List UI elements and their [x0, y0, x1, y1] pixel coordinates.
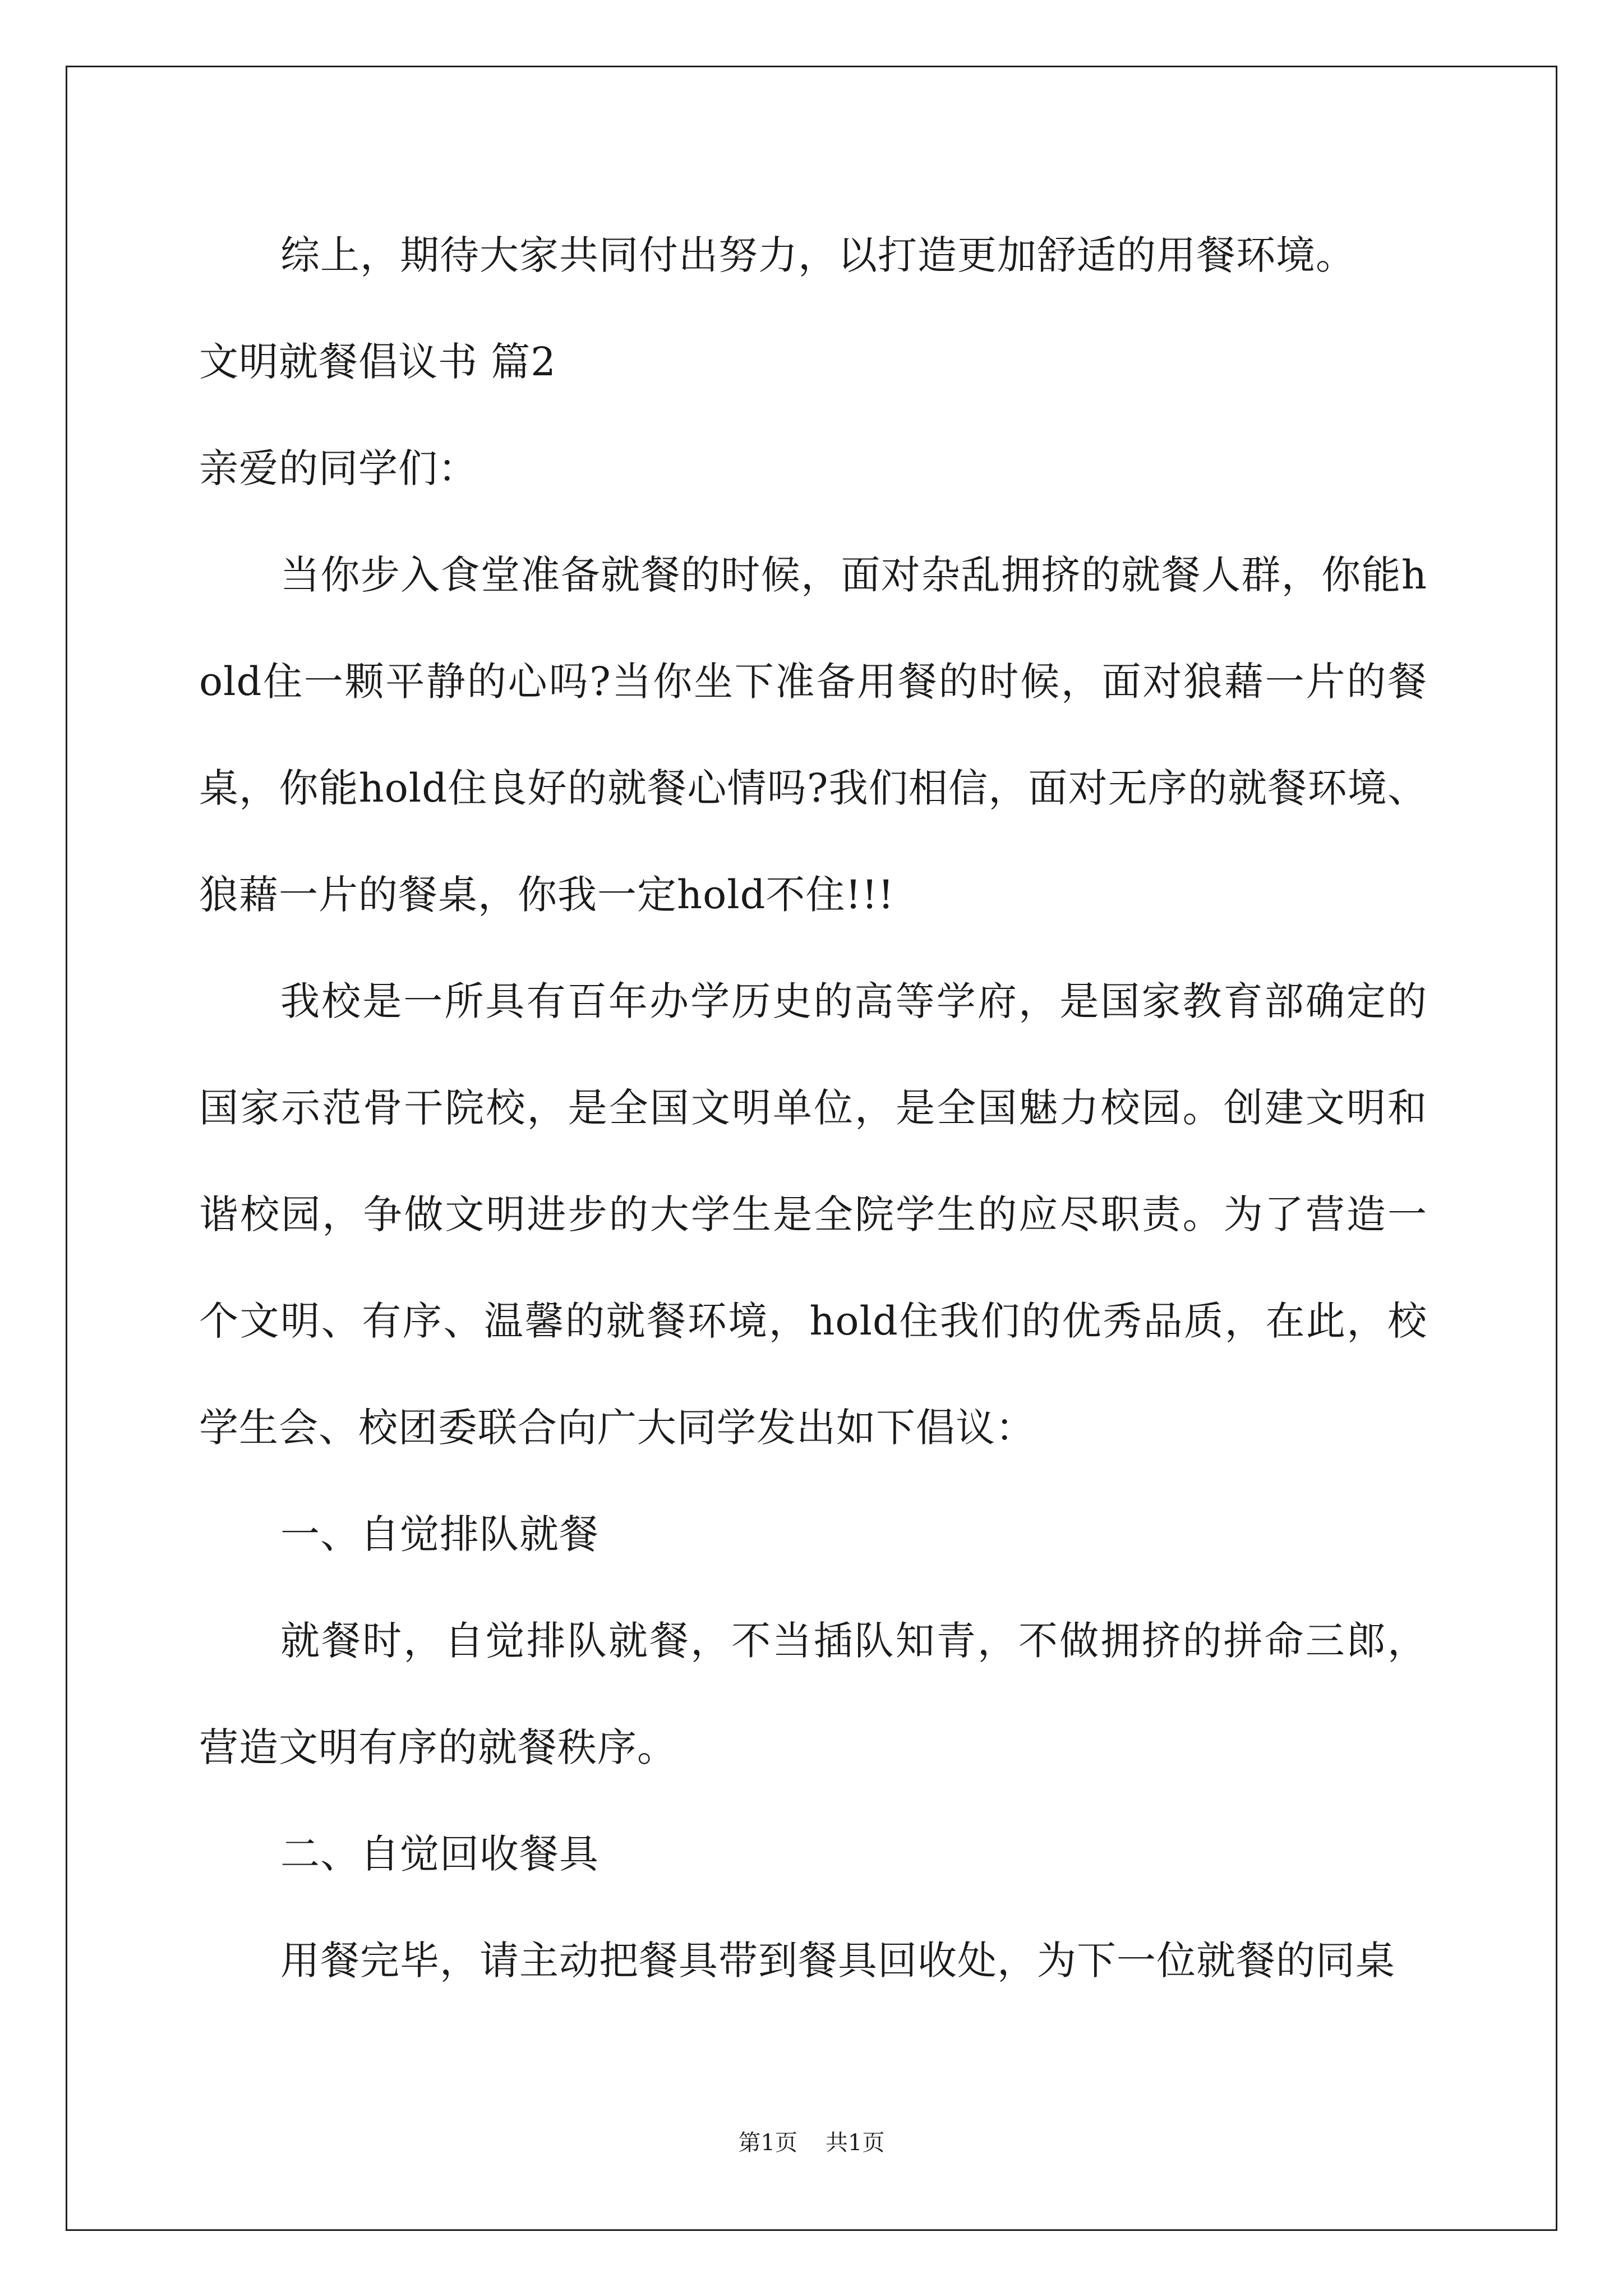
document-body	[199, 202, 1427, 2014]
item-heading-2: 二、自觉回收餐具	[280, 1831, 599, 1877]
paragraph-intro: 当你步入食堂准备就餐的时候，面对杂乱拥挤的就餐人群，你能hold住一颗平静的心吗?当你坐下准备用餐的时候，面对狼藉一片的餐桌，你能hold住良好的就餐心情吗?我们相信，面对无序的就餐环境、狼藉一片的餐桌，你我一定hold不住!!!	[199, 552, 1427, 918]
page-number: 第1页	[738, 2130, 797, 2156]
paragraph-closing: 综上，期待大家共同付出努力，以打造更加舒适的用餐环境。	[280, 232, 1355, 278]
salutation: 亲爱的同学们：	[199, 445, 478, 491]
item-body-1: 就餐时，自觉排队就餐，不当插队知青，不做拥挤的拼命三郎，营造文明有序的就餐秩序。	[199, 1618, 1427, 1770]
paragraph-school: 我校是一所具有百年办学历史的高等学府，是国家教育部确定的国家示范骨干院校，是全国文明单位，是全国魅力校园。创建文明和谐校园，争做文明进步的大学生是全院学生的应尽职责。为了营造一个文明、有序、温馨的就餐环境，hold住我们的优秀品质，在此，校学生会、校团委联合向广大同学发出如下倡议：	[199, 978, 1427, 1451]
item-heading-1: 一、自觉排队就餐	[280, 1511, 599, 1557]
item-body-2: 用餐完毕，请主动把餐具带到餐具回收处，为下一位就餐的同桌	[280, 1938, 1395, 1984]
section-heading: 文明就餐倡议书 篇2	[199, 339, 556, 385]
page-footer	[0, 2126, 1623, 2160]
page-total: 共1页	[826, 2130, 885, 2156]
